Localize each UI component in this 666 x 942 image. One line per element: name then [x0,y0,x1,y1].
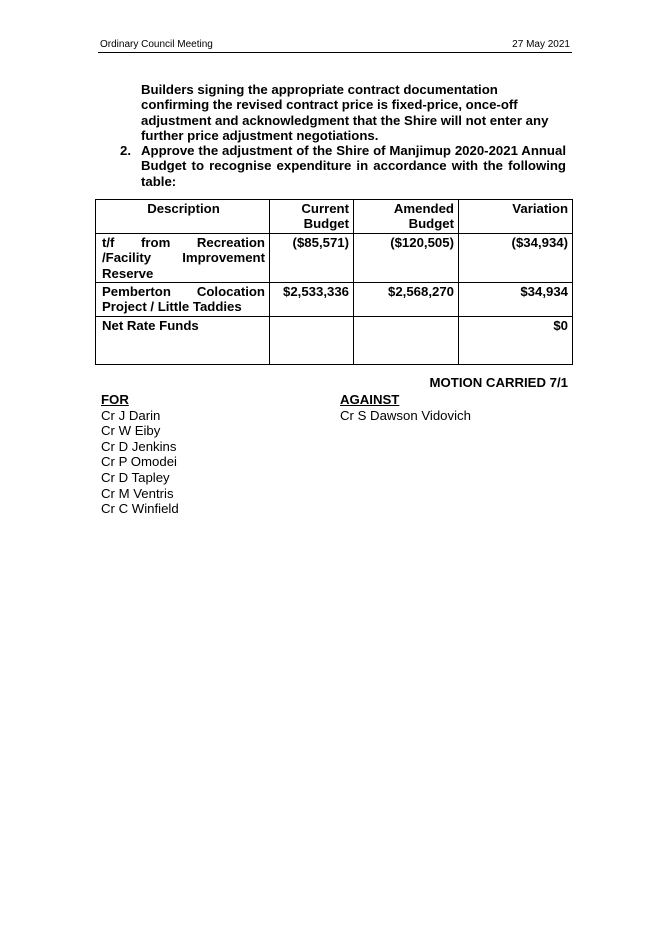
row-current-budget: $2,533,336 [270,283,354,317]
row-amended-budget: ($120,505) [354,233,459,282]
row-description: t/f from Recreation /Facility Improvement Reserve [96,233,270,282]
meeting-name: Ordinary Council Meeting [100,39,213,50]
row-variation: ($34,934) [459,233,573,282]
item-number: 2. [120,143,131,158]
table-row [96,233,573,282]
list-item: Cr S Dawson Vidovich [340,407,471,423]
row-amended-budget: $2,568,270 [354,283,459,317]
row-current-budget [270,316,354,364]
page-header [98,38,572,53]
meeting-date: 27 May 2021 [512,39,570,50]
budget-adjustment-table [95,199,573,365]
row-variation: $0 [459,316,573,364]
list-item: Cr C Winfield [101,501,179,517]
row-description: Net Rate Funds [96,316,270,364]
motion-result: MOTION CARRIED 7/1 [429,375,568,390]
row-variation: $34,934 [459,283,573,317]
table-row [96,283,573,317]
resolution-paragraph: Builders signing the appropriate contract documentation confirming the revised contract price is fixed-price, once-off adjustment and acknowledgment that the Shire will not enter any further price adjustment negotiations. [141,82,549,144]
item-text: Approve the adjustment of the Shire of Manjimup 2020-2021 Annual Budget to recognise expenditure in accordance with the following table: [141,143,566,189]
vote-for-heading: FOR [101,392,129,407]
row-current-budget: ($85,571) [270,233,354,282]
vote-against-list [340,392,471,423]
vote-against-heading: AGAINST [340,392,400,407]
vote-for-list [101,392,179,517]
row-description: Pemberton Colocation Project / Little Taddies [96,283,270,317]
list-item: Cr P Omodei [101,454,177,470]
list-item: Cr M Ventris [101,485,174,501]
header-current-budget: Current Budget [270,200,354,234]
table-header-row [96,200,573,234]
table-row [96,316,573,364]
list-item: Cr J Darin [101,407,161,423]
list-item: Cr D Jenkins [101,438,177,454]
list-item: Cr W Eiby [101,423,161,439]
header-description: Description [96,200,270,234]
header-variation: Variation [459,200,573,234]
header-amended-budget: Amended Budget [354,200,459,234]
row-amended-budget [354,316,459,364]
list-item: Cr D Tapley [101,469,170,485]
